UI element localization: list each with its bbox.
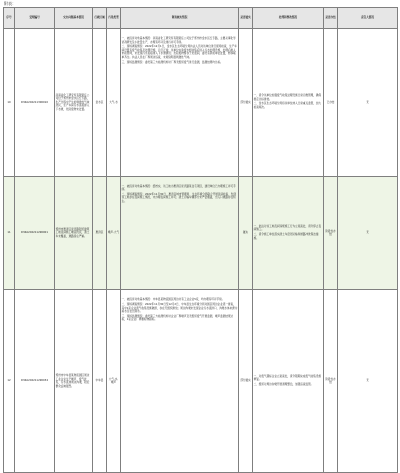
cell-no: 12 xyxy=(4,290,15,473)
investigation-paragraph: 三、现场监测情况：委托第三方检测机构对厂界无组织废气进行监测，监测结果均达标。 xyxy=(121,60,223,64)
cell-responsible: 无 xyxy=(338,176,398,290)
cell-responsible: 无 xyxy=(338,29,398,177)
cell-code: D3ZA202211290001 xyxy=(15,176,55,290)
cell-issue: 河南省化工研究所有限责任公司位于郑州市金水区红专路，生产过程中产生的刺激性气味扰民，生产车间污水直接排入下水道，危险废物未处置。 xyxy=(55,29,93,177)
cell-investigation xyxy=(121,29,239,177)
cell-closed: 阶段性办结 xyxy=(324,290,338,473)
cell-investigation xyxy=(121,290,239,473)
cell-type: 大气,水,噪声 xyxy=(107,290,121,473)
cell-region: 惠济区 xyxy=(93,176,107,290)
table-row xyxy=(4,29,398,177)
handling-paragraph: 二、组织对周边沟渠开展清理整治，加强巡查监管。 xyxy=(253,382,314,386)
cell-closed: 已办结 xyxy=(324,29,338,177)
cell-handling xyxy=(253,176,324,290)
header-responsible: 责任人情况 xyxy=(338,8,398,29)
header-investigation: 调查核实情况 xyxy=(121,8,239,29)
handling-paragraph: 一、依法对该工地夜间违规施工行为立案查处，责令停止夜间施工。 xyxy=(253,224,322,232)
table-row xyxy=(4,290,398,473)
cell-verdict: 部分属实 xyxy=(239,29,253,177)
cell-region: 金水区 xyxy=(93,29,107,177)
handling-paragraph: 一、对废气超标企业立案查处，责令限期完成废气收集设施修复。 xyxy=(253,374,322,382)
cell-handling xyxy=(253,290,324,473)
table-caption: 附表： xyxy=(4,1,16,6)
cell-verdict: 属实 xyxy=(239,176,253,290)
investigation-paragraph: 一、被投诉对象基本情况：河南省化工研究所有限责任公司位于郑州市金水区红专路，主要从事化学试剂研发及小批量生产，办理有环评及排污许可手续。 xyxy=(121,37,236,44)
investigation-paragraph: 一、被投诉对象基本情况：中牟县某物流园区周边共有工业企业5家，均办理有环评手续。 xyxy=(121,298,225,302)
investigation-paragraph: 二、现场调查情况：2022年11月30日，惠济区城市管理局、生态环境分局联合开展夜间检查，发现该工地存在夜间施工情况，未办理夜间施工许可；渣土运输车辆部分未严密覆盖，出入口道路存在积尘。 xyxy=(121,192,236,203)
investigation-paragraph: 二、现场调查情况：2022年12月1日，金水区生态环境分局执法人员对该单位进行现场检查，生产车间设置有废气收集及处理设施，运行正常；该单位实验废水经收集后进入污水处理设施，处理后排入市政管网，未发现污水直接排入下水道情况；危险废物暂存于危废间，委托有资质单位处置，转移联单齐全。执法人员在厂界周边巡查，未闻到明显刺激性气味。 xyxy=(121,45,237,59)
cell-issue: 郑州市中牟县某物流园区周边工业企业生产噪声、废气扰民，污水直排周边沟渠，附近群众反映强烈。 xyxy=(55,290,93,473)
complaint-table xyxy=(3,7,398,473)
table-row xyxy=(4,176,398,290)
cell-type: 大气,水 xyxy=(107,29,121,177)
header-no: 序号 xyxy=(4,8,15,29)
cell-responsible: 无 xyxy=(338,290,398,473)
header-verdict: 是否属实 xyxy=(239,8,253,29)
header-closed: 是否办结 xyxy=(324,8,338,29)
cell-type: 噪声,大气 xyxy=(107,176,121,290)
cell-closed: 阶段性办结 xyxy=(324,176,338,290)
cell-region: 中牟县 xyxy=(93,290,107,473)
handling-paragraph: 一、责令该单位加强废气收集处理设施日常运维管理，确保稳定达标排放。 xyxy=(253,94,322,101)
handling-paragraph: 二、责令施工单位落实渣土车密闭运输和道路冲洗保洁措施。 xyxy=(253,233,319,240)
header-type: 污染类型 xyxy=(107,8,121,29)
cell-issue: 郑州市惠济区迎宾路附近建筑工地夜间施工噪音扰民，渣土车未覆盖，道路扬尘严重。 xyxy=(55,176,93,290)
investigation-paragraph: 一、被投诉对象基本情况：经核实，该工地为惠济区迎宾路某住宅项目，建设单位已办理施工许可手续。 xyxy=(121,184,236,192)
investigation-paragraph: 二、现场调查情况：2022年11月30日至12月2日，中牟县生态环境分局对园区周边企业逐一排查，其中1家企业废气收集设施破损，存在无组织排放；周边沟渠未发现企业污水直排口，沟渠水体来源为雨水及农田退水。 xyxy=(121,303,238,314)
handling-paragraph: 二、金水区生态环境分局将该单位纳入日常重点监管，加大检查频次。 xyxy=(253,102,322,109)
table-header-row xyxy=(4,8,398,29)
header-region: 行政区域 xyxy=(93,8,107,29)
header-issue: 交办问题基本情况 xyxy=(55,8,93,29)
cell-handling xyxy=(253,29,324,177)
cell-verdict: 部分属实 xyxy=(239,290,253,473)
investigation-paragraph: 三、现场监测情况：委托第三方检测机构对企业厂界噪声及无组织废气开展监测，噪声监测结果达标，1家企业厂界颗粒物超标。 xyxy=(121,314,234,322)
header-handling: 处理和整改情况 xyxy=(253,8,324,29)
cell-code: D3ZA202211300010 xyxy=(15,29,55,177)
cell-investigation xyxy=(121,176,239,290)
cell-no: 11 xyxy=(4,176,15,290)
header-code: 受理编号 xyxy=(15,8,55,29)
cell-code: D3ZA202211290034 xyxy=(15,290,55,473)
cell-no: 10 xyxy=(4,29,15,177)
